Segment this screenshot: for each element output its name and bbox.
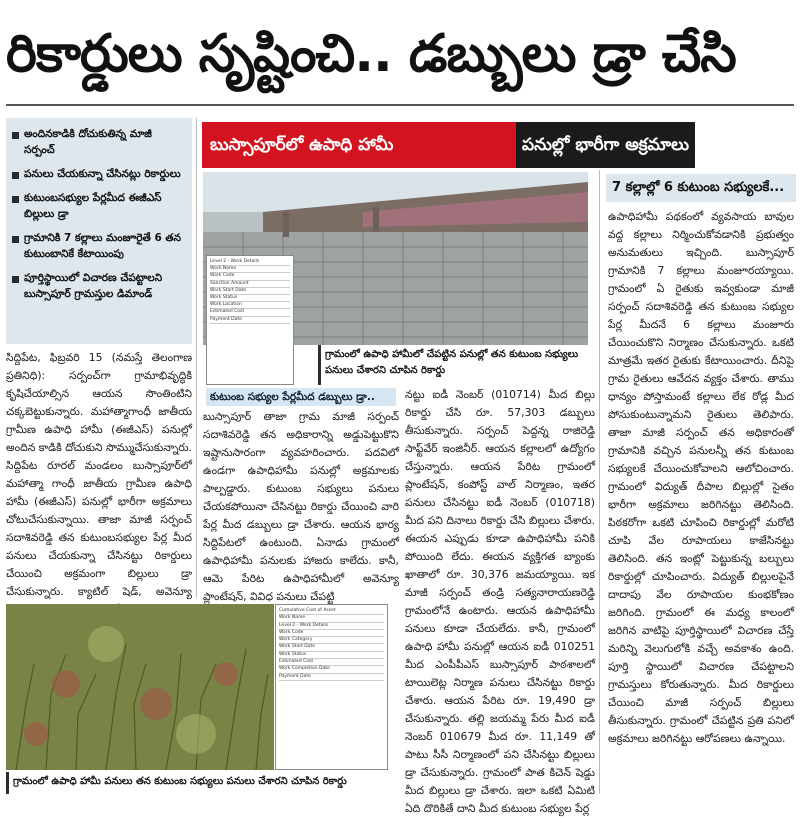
article-column-middle-1: బుస్సాపూర్ తాజా గ్రామ మాజీ సర్పంచ్ సదాశివరెడ్డి తన అధికారాన్ని అడ్డుపెట్టుకొని ఇష్టానుసారంగా వ్యవహరించారు. పదవిలో ఉండగా ఉపాధిహామీ పనుల్లో అక్రమాలకు పాల్పడ్డారు. కుటుంబ సభ్యులు పనులు చేయకపోయినా చేసినట్టు రికార్డు చేయించి వారి పేర్ల మీద డబ్బులు డ్రా చేశారు. ఆయన భార్య సిద్దిపేటలో ఉంటుంది. ఏనాడు గ్రామంలో ఉపాధిహామీ పనులకు హాజరు కాలేదు. కానీ, ఆమె పేరిట ఉపాధిహామీలో అవెన్యూ ప్లాంటేషన్, వివిధ పనులు చేపట్టి [203,410,399,603]
column-divider [196,118,197,598]
highlight-item: పూర్తిస్థాయిలో విచారణ చేపట్టాలని బుస్సాపూర్ గ్రామస్తుల డిమాండ్ [12,270,186,302]
bullet-square-icon [12,196,19,203]
subheadline-black: పనుల్లో భారీగా అక్రమాలు [516,122,695,168]
subheadline-red: బుస్సాపూర్‌లో ఉపాధి హామీ [202,122,516,168]
sidebar-column [606,174,796,794]
highlight-item: గ్రామానికి 7 కల్లాలు మంజూరైతే 6 తన కుటుంబానికే కేటాయింపు [12,230,186,262]
sidebar-heading: 7 కల్లాల్లో 6 కుటుంబ సభ్యులకే... [606,174,796,202]
photo-caption: గ్రామంలో ఉపాధి హామీలో చేపట్టిన పనుల్లో తన కుటుంబ సభ్యులు పనులు చేశారని చూపిన రికార్డు [318,345,588,385]
highlight-item: కుటుంబసభ్యుల పేర్లమీద ఈజీఎస్ బిల్లులు డ్రా [12,190,186,222]
bullet-square-icon [12,236,19,243]
article-column-middle-2: నట్టు ఐడీ నెంబర్ (010714) మీద బిల్లు రికార్డు చేసి రూ. 57,303 డబ్బులు తీసుకున్నారు. సర్పంచ్ పెద్దన్న రాజిరెడ్డి సాఫ్ట్‌వేర్ ఇంజినీర్. ఆయన కల్లాలలో ఉద్యోగం చేస్తున్నారు. ఆయన పేరిట గ్రామంలో ప్లాంటేషన్, కంపోస్ట్ వాల్ నిర్మాణం, ఇతర పనులు చేసినట్టు ఐడీ నెంబర్ (010718) మీద పని దినాలు రికార్డు చేసి బిల్లులు చేశారు. ఈయన ఎప్పుడు కూడా ఉపాధిహామీ పనికి పోయింది లేదు. ఈయన వ్యక్తిగత బ్యాంకు ఖాతాలో రూ. 30,376 జమయ్యాయి. ఇక మాజీ సర్పంచ్ తండ్రి సత్యనారాయణరెడ్డి గ్రామంలోనే ఉంటారు. ఆయన ఉపాధిహామీ పనులు కూడా చేయలేదు. కానీ, గ్రామంలో ఉపాధి హామీ పనుల్లో ఆయన ఐడీ 010251 మీద ఎంపీపీఎస్ బుస్సాపూర్ పాఠశాలలో టాయిలెట్ల నిర్మాణ పనులు చేసినట్టు రికార్డు చేశారు. ఆయన పేరిట రూ. 19,490 డ్రా చేసుకున్నారు. తల్లి జయమ్మ పేరు మీద ఐడీ నెంబర్ 010679 మీద రూ. 11,149 తో పాటు సీసీ నిర్మాణంలో పని చేసినట్టు బిల్లులు డ్రా చేసుకున్నారు. గ్రామంలో పాత కిచెన్ షెడ్డు మీద బిల్లులు డ్రా చేశారు. ఇలా ఒకటి ఏమిటి ఏది దొరికితే దాని మీద కుటుంబ సభ్యుల పేర్ల [405,388,595,815]
highlight-item: అందినకాడికి దోచుకుతిన్న మాజీ సర్పంచ్ [12,126,186,158]
subheadline [202,122,690,168]
bullet-square-icon [12,276,19,283]
plantation-field-image [6,604,274,770]
photo-caption-2: గ్రామంలో ఉపాధి హామీ పనులు తన కుటుంబ సభ్యులు పనులు చేశారని చూపిన రికార్డు [6,772,394,794]
highlight-item: పనులు చేయకున్నా చేసినట్లు రికార్డులు [12,166,186,182]
field-photo [6,604,274,770]
bullet-square-icon [12,132,19,139]
column-divider [599,170,600,794]
section-title: కుటుంబ సభ్యుల పేర్లమీద డబ్బులు డ్రా.. [206,388,396,406]
bullet-square-icon [12,172,19,179]
work-record-inset: Level 2 - Work Details Work Name Work Code Sanction Amount Work Start Date Work Status Work Location Estimated Cost Payment Date [206,255,294,385]
work-record-inset-2: Cumulative Cost of Asset Work Name Level 2 - Work Details Work Code Work Category Work Start Date Work Status Estimated Cost Work Completion Date Payment Date [275,604,388,770]
sidebar-body: ఉపాధిహామీ పథకంలో వ్యవసాయ బావుల వద్ద కల్లాలు నిర్మించుకోవడానికి ప్రభుత్వం అనుమతులు ఇచ్చింది. బుస్సాపూర్ గ్రామానికి 7 కల్లాలు మంజూరయ్యాయి. గ్రామంలో ఏ రైతుకు ఇవ్వకుండా మాజీ సర్పంచ్ సదాశివరెడ్డి తన కుటుంబ సభ్యుల పేర్ల మీదనే 6 కల్లాలు మంజూరు చేయించుకొని నిర్మాణం చేసుకున్నారు. ఒకటి మాత్రమే ఇతర రైతుకు కేటాయించారు. దీనిపై గ్రామ రైతులు ఆవేదన వ్యక్తం చేశారు. తాము ధాన్యం పోస్తామంటే కల్లాలు లేక రోడ్ల మీద పోసుకుంటున్నామని రైతులు తెలిపారు. తాజా మాజీ సర్పంచ్ తన అధికారంతో గ్రామానికి వచ్చిన పనులన్నీ తన కుటుంబ సభ్యులకే చేయించుకోవాలని ఆలోచించారు. గ్రామంలో విద్యుత్ దీపాల బిల్లుల్లో సైతం భారీగా అక్రమాలు జరిగినట్టు తెలిసింది. పిఠకరోగా ఒకటి చూపించి రికార్డుల్లో మరోటి చూపి వేల రూపాయలు కాజేసినట్టు తెలిసింది. తన ఇంట్లో పెట్టుకున్న బల్బులు రికార్డుల్లో చూపించారు. విద్యుత్ బిల్లులపైనే దాదాపు వేల రూపాయల కుంభకోణం జరిగింది. గ్రామంలో ఈ మధ్య కాలంలో జరిగిన వాటిపై పూర్తిస్థాయిలో విచారణ చేస్తే మరిన్ని వెలుగులోకి వచ్చే అవకాశం ఉంది. పూర్తి స్థాయిలో విచారణ చేపట్టాలని గ్రామస్తులు కోరుతున్నారు. మీద రికార్డులు చేయించి మాజీ సర్పంచ్ బిల్లులు తీసుకున్నారు. గ్రామంలో చేపట్టిన ప్రతి పనిలో అక్రమాలు జరిగినట్టు ఆరోపణలు ఉన్నాయి. [608,210,794,745]
article-column-left: సిద్దిపేట, ఫిబ్రవరి 15 (నమస్తే తెలంగాణ ప్రతినిధి): సర్పంచ్‌గా గ్రామాభివృద్ధికి కృషిచేయాల్సిన ఆయన సొంతింటిని చక్కబెట్టుకున్నారు. మహాత్మాగాంధీ జాతీయ గ్రామీణ ఉపాధి హామీ (ఈజీఎస్) పనుల్లో అందిన కాడికి దోచుకుని సొమ్ముచేసుకున్నారు. సిద్దిపేట రూరల్ మండలం బుస్సాపూర్‌లో మహాత్మా గాంధీ జాతీయ గ్రామీణ ఉపాధి హామీ (ఈజీఎస్) పనుల్లో భారీగా అక్రమాలు చోటుచేసుకున్నాయి. తాజా మాజీ సర్పంచ్ సదాశివరెడ్డి తన కుటుంబసభ్యుల పేర్ల మీద పనులు చేయకున్నా చేసినట్టు రికార్డులు చేయించి అక్రమంగా బిల్లులు డ్రా చేసుకున్నారు. క్యాటిల్ షెడ్, అవెన్యూ [6,351,192,598]
headline: రికార్డులు సృష్టించి.. డబ్బులు డ్రా చేసి [6,24,736,84]
headline-rule [6,104,794,106]
highlights-box [6,118,192,344]
